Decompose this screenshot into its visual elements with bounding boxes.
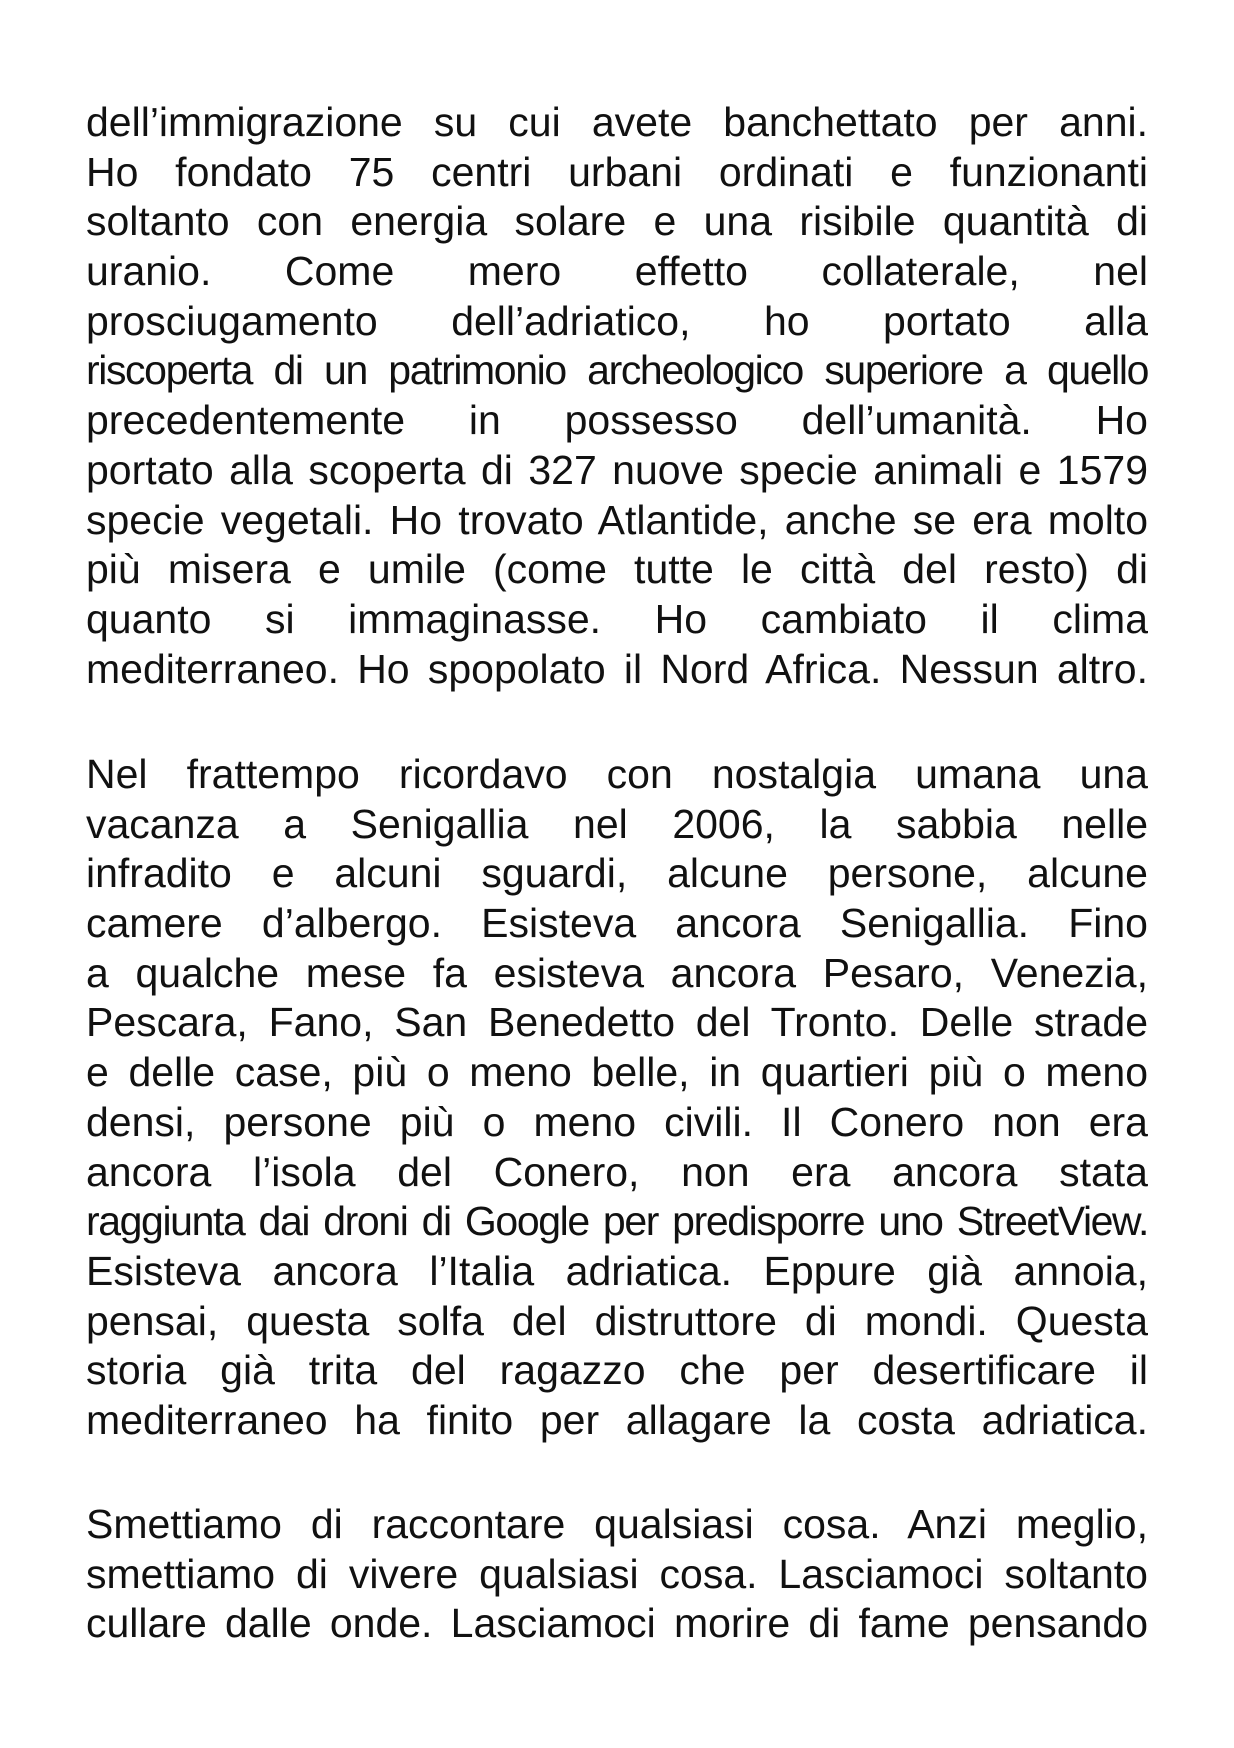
- text-line: mediterraneo ha finito per allagare la costa adriatica.: [86, 1396, 1148, 1443]
- paragraph-2: [86, 750, 1148, 1446]
- text-line: smettiamo di vivere qualsiasi cosa. Lasciamoci soltanto: [86, 1550, 1148, 1597]
- text-line: Pescara, Fano, San Benedetto del Tronto. Delle strade: [86, 999, 1148, 1046]
- text-line: cullare dalle onde. Lasciamoci morire di fame pensando: [86, 1600, 1148, 1647]
- text-line: Smettiamo di raccontare qualsiasi cosa. Anzi meglio,: [86, 1501, 1148, 1547]
- text-line: più misera e umile (come tutte le città del resto) di: [86, 546, 1148, 593]
- text-line: storia già trita del ragazzo che per desertificare il: [86, 1347, 1148, 1394]
- text-line: uranio. Come mero effetto collaterale, nel: [86, 248, 1148, 295]
- text-line: precedentemente in possesso dell’umanità. Ho: [86, 397, 1148, 444]
- text-line: prosciugamento dell’adriatico, ho portato alla: [86, 297, 1148, 344]
- text-line: quanto si immaginasse. Ho cambiato il clima: [86, 595, 1148, 642]
- paragraph-1: [86, 98, 1148, 694]
- text-line: ancora l’isola del Conero, non era ancora stata: [86, 1148, 1148, 1195]
- text-line: Ho fondato 75 centri urbani ordinati e funzionanti: [86, 148, 1148, 195]
- text-line: soltanto con energia solare e una risibile quantità di: [86, 198, 1148, 245]
- text-line: densi, persone più o meno civili. Il Conero non era: [86, 1098, 1148, 1145]
- text-line: Nel frattempo ricordavo con nostalgia umana una: [86, 751, 1148, 797]
- paragraph-3: [86, 1500, 1148, 1649]
- text-line: vacanza a Senigallia nel 2006, la sabbia nelle: [86, 800, 1148, 847]
- text-line: dell’immigrazione su cui avete banchettato per anni.: [86, 99, 1148, 145]
- text-line: a qualche mese fa esisteva ancora Pesaro, Venezia,: [86, 949, 1148, 996]
- text-line: e delle case, più o meno belle, in quartieri più o meno: [86, 1049, 1148, 1096]
- text-line: riscoperta di un patrimonio archeologico superiore a quello: [86, 347, 1148, 394]
- text-line: infradito e alcuni sguardi, alcune persone, alcune: [86, 850, 1148, 897]
- text-line: mediterraneo. Ho spopolato il Nord Africa. Nessun altro.: [86, 645, 1148, 692]
- text-line: Esisteva ancora l’Italia adriatica. Eppure già annoia,: [86, 1247, 1148, 1294]
- text-line: portato alla scoperta di 327 nuove specie animali e 1579: [86, 446, 1148, 493]
- text-line: camere d’albergo. Esisteva ancora Senigallia. Fino: [86, 900, 1148, 947]
- text-line: raggiunta dai droni di Google per predisporre uno StreetView.: [86, 1198, 1148, 1245]
- text-line: specie vegetali. Ho trovato Atlantide, anche se era molto: [86, 496, 1148, 543]
- text-line: pensai, questa solfa del distruttore di mondi. Questa: [86, 1297, 1148, 1344]
